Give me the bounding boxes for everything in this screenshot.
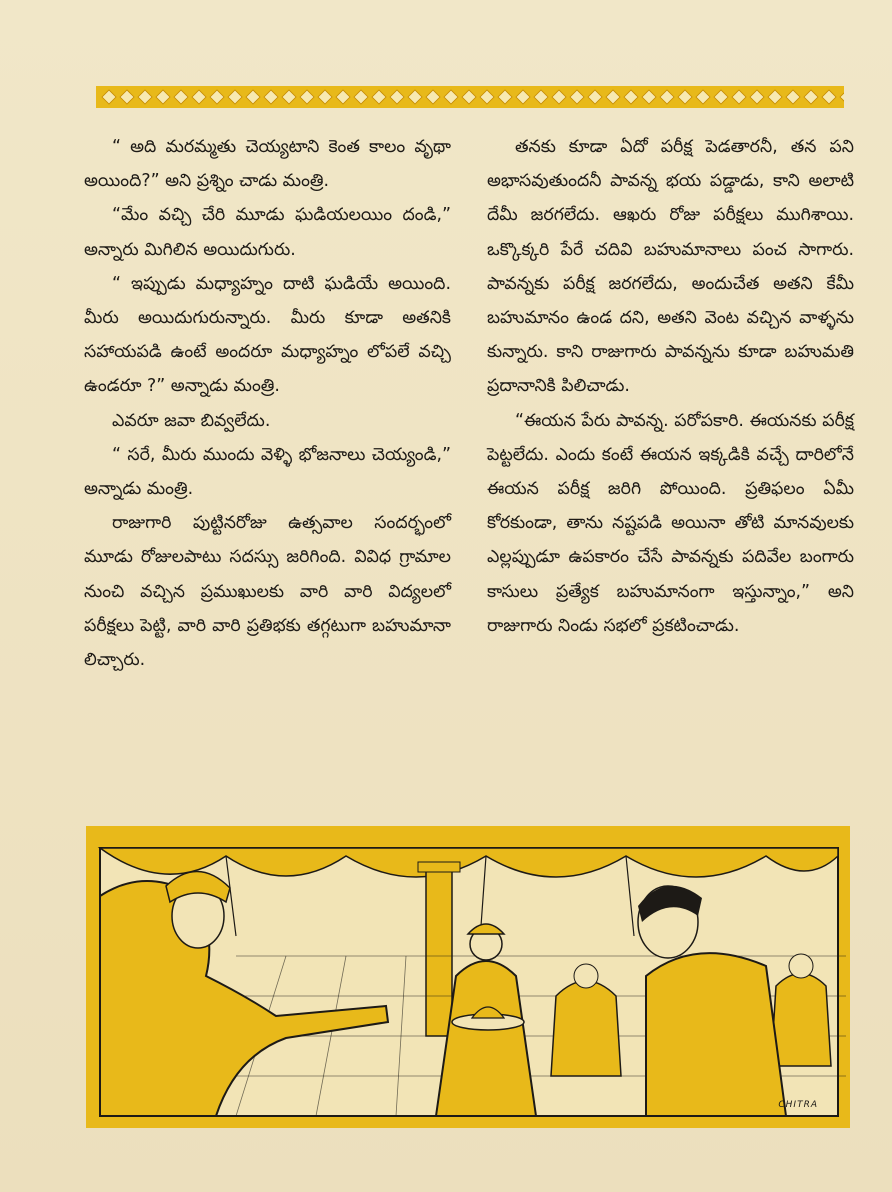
ornament-diamond bbox=[390, 90, 404, 104]
ornament-diamond bbox=[318, 90, 332, 104]
ornament-diamond bbox=[462, 90, 476, 104]
right-column bbox=[487, 130, 854, 810]
ornament-diamond bbox=[570, 90, 584, 104]
artist-signature: CHITRA bbox=[778, 1100, 818, 1110]
ornament-diamond bbox=[282, 90, 296, 104]
ornament-diamond bbox=[102, 90, 116, 104]
ornament-diamond bbox=[498, 90, 512, 104]
paragraph: ఎవరూ జవా బివ్వలేదు. bbox=[112, 410, 271, 431]
ornament-diamond bbox=[840, 90, 844, 104]
ornament-diamond bbox=[444, 90, 458, 104]
ornament-diamond bbox=[588, 90, 602, 104]
ornament-diamond bbox=[228, 90, 242, 104]
left-column bbox=[84, 130, 451, 810]
ornament-diamond bbox=[606, 90, 620, 104]
ornament-diamond bbox=[696, 90, 710, 104]
ornament-diamond bbox=[300, 90, 314, 104]
court-scene-illustration bbox=[86, 826, 850, 1128]
ornament-diamond bbox=[714, 90, 728, 104]
ornament-diamond bbox=[408, 90, 422, 104]
ornament-diamond bbox=[786, 90, 800, 104]
ornament-diamond bbox=[246, 90, 260, 104]
ornament-diamond bbox=[750, 90, 764, 104]
paragraph: తనకు కూడా ఏదో పరీక్ష పెడతారనీ, తన పని అభాసవుతుందనీ పావన్న భయ పడ్డాడు, కాని అలాటి దేమీ జరగలేదు. ఆఖరు రోజు పరీక్షలు ముగిశాయి. ఒక్కొక్కరి పేరే చదివి బహుమానాలు పంచ సాగారు. పావన్నకు పరీక్ష జరగలేదు, అందుచేత అతని కేమీ బహుమానం ఉండ దని, అతని వెంట వచ్చిన వాళ్ళను కున్నారు. కాని రాజుగారు పావన్నను కూడా బహుమతి ప్రదానానికి పిలిచాడు. bbox=[487, 137, 854, 397]
ornament-pattern bbox=[96, 86, 844, 108]
ornament-diamond bbox=[768, 90, 782, 104]
ornament-diamond bbox=[534, 90, 548, 104]
ornament-diamond bbox=[192, 90, 206, 104]
paragraph: “ సరే, మీరు ముందు వెళ్ళి భోజనాలు చెయ్యండి,” అన్నాడు మంత్రి. bbox=[84, 444, 451, 500]
illustration-drawing bbox=[86, 826, 850, 1128]
ornament-diamond bbox=[804, 90, 818, 104]
ornament-diamond bbox=[642, 90, 656, 104]
ornament-diamond bbox=[138, 90, 152, 104]
ornament-diamond bbox=[732, 90, 746, 104]
paragraph: “మేం వచ్చి చేరి మూడు ఘడియలయిం దండి,” అన్నారు మిగిలిన అయిదుగురు. bbox=[84, 205, 451, 260]
ornament-diamond bbox=[678, 90, 692, 104]
ornament-diamond bbox=[552, 90, 566, 104]
ornament-diamond bbox=[426, 90, 440, 104]
paragraph: “ ఇప్పుడు మధ్యాహ్నం దాటి ఘడియే అయింది. మీరు అయిదుగురున్నారు. మీరు కూడా అతనికి సహాయపడి ఉంటే అందరూ మధ్యాహ్నం లోపలే వచ్చి ఉండరూ ?” అన్నాడు మంత్రి. bbox=[84, 273, 451, 397]
paragraph: రాజుగారి పుట్టినరోజు ఉత్సవాల సందర్భంలో మూడు రోజులపాటు సదస్సు జరిగింది. వివిధ గ్రామాల నుంచి వచ్చిన ప్రముఖులకు వారి వారి విద్యలలో పరీక్షలు పెట్టి, వారి వారి ప్రతిభకు తగ్గటుగా బహుమానా లిచ్చారు. bbox=[84, 513, 451, 671]
paragraph: “ అది మరమ్మతు చెయ్యటాని కెంత కాలం వృథా అయింది?” అని ప్రశ్నిం చాడు మంత్రి. bbox=[84, 137, 451, 192]
ornament-diamond bbox=[822, 90, 836, 104]
ornament-diamond bbox=[336, 90, 350, 104]
ornament-diamond bbox=[624, 90, 638, 104]
text-columns bbox=[84, 130, 854, 810]
ornament-diamond bbox=[156, 90, 170, 104]
ornament-diamond bbox=[516, 90, 530, 104]
paragraph: “ఈయన పేరు పావన్న. పరోపకారి. ఈయనకు పరీక్ష పెట్టలేదు. ఎందు కంటే ఈయన ఇక్కడికి వచ్చే దారిలోనే ఈయన పరీక్ష జరిగి పోయింది. ప్రతిఫలం ఏమీ కోరకుండా, తాను నష్టపడి అయినా తోటి మానవులకు ఎల్లప్పుడూ ఉపకారం చేసే పావన్నకు పదివేల బంగారు కాసులు ప్రత్యేక బహుమానంగా ఇస్తున్నాం,” అని రాజుగారు నిండు సభలో ప్రకటించాడు. bbox=[487, 410, 854, 636]
ornament-diamond bbox=[210, 90, 224, 104]
ornament-diamond bbox=[480, 90, 494, 104]
ornament-diamond bbox=[264, 90, 278, 104]
ornament-diamond bbox=[354, 90, 368, 104]
ornament-diamond bbox=[660, 90, 674, 104]
ornament-diamond bbox=[120, 90, 134, 104]
ornament-diamond bbox=[174, 90, 188, 104]
ornament-diamond bbox=[372, 90, 386, 104]
decorative-border-band bbox=[96, 86, 844, 108]
